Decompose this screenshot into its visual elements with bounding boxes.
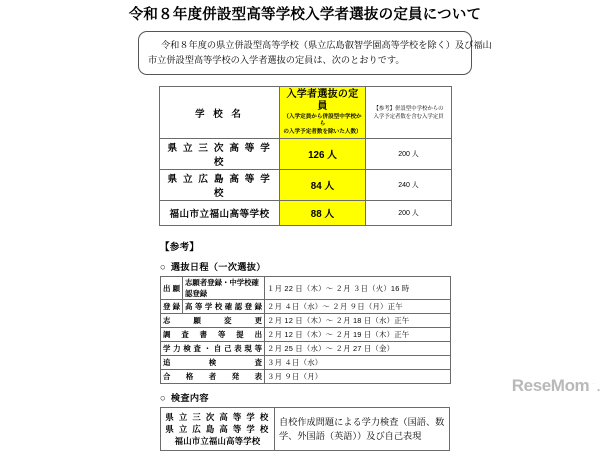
schedule-row-label: 合 格 者 発 表 [161,370,265,384]
schedule-row-date: ２月 25 日（水）～ ２月 27 日（金） [265,342,451,356]
schedule-row-date: １月 22 日（木）～ ２月 ３日（火）16 時 [265,277,451,300]
row-school-name: 福山市立福山高等学校 [160,201,280,226]
reference-heading: 【参考】 [160,242,200,253]
schedule-row-date: ３月 ４日（水） [265,356,451,370]
row-selection-capacity: 84 人 [280,170,366,201]
table-row [161,328,451,342]
intro-line-1: 令和８年度の県立併設型高等学校（県立広島叡智学園高等学校を除く）及び福山 [161,40,492,50]
intro-line-2: 市立併設型高等学校の入学者選抜の定員は、次のとおりです。 [148,55,405,65]
exam-school-1: 県 立 三 次 高 等 学 校 [165,412,270,422]
resemom-watermark [512,376,600,396]
header-selection-capacity-sub-2: の入学予定者数を除いた人数） [283,129,362,135]
exam-description-cell [275,408,450,451]
header-selection-capacity-title: 入学者選抜の定員 [286,89,359,112]
capacity-table-header-row [160,87,452,139]
schedule-heading [160,259,610,273]
header-school-name: 学 校 名 [160,87,280,139]
table-row [161,277,451,300]
table-row [160,201,452,226]
exam-content-table [160,407,450,451]
schedule-heading-label: 選抜日程（一次選抜） [170,262,266,272]
header-selection-capacity [280,87,366,139]
schedule-row-sublabel: 高 等 学 校 確 認 登 録 [183,300,265,314]
row-reference-capacity: 200 人 [366,139,452,170]
table-row [161,356,451,370]
watermark-superscript: ··· [589,380,597,386]
table-row [161,408,450,451]
schedule-row-sublabel: 志願者登録・中学校確認登録 [183,277,265,300]
schedule-row-label: 追 検 査 [161,356,265,370]
table-row [161,342,451,356]
schedule-row-label: 登 録 [161,300,183,314]
schedule-row-label: 調 査 書 等 提 出 [161,328,265,342]
reference-section [0,239,610,451]
capacity-table [159,86,452,226]
capacity-table-wrap [159,86,451,226]
circle-bullet-icon: ○ [160,393,166,403]
table-row [160,170,452,201]
schedule-row-date: ２月 12 日（木）～ ２月 18 日（水）正午 [265,314,451,328]
exam-schools-cell [161,408,275,451]
schedule-row-date: ３月 ９日（月） [265,370,451,384]
circle-bullet-icon: ○ [160,262,166,272]
row-reference-capacity: 240 人 [366,170,452,201]
watermark-text: ReseMom [511,376,590,395]
exam-content-heading-label: 検査内容 [170,393,209,403]
header-selection-capacity-sub-1: （入学定員から併設型中学校から [283,114,362,127]
row-school-name: 県 立 広 島 高 等 学 校 [160,170,280,201]
schedule-row-label: 志 願 変 更 [161,314,265,328]
header-reference-line-1: 【参考】併設型中学校からの [373,105,444,112]
header-reference-capacity [366,87,452,139]
schedule-row-date: ２月 ４日（水）～ ２月 ９日（月）正午 [265,300,451,314]
row-school-name: 県 立 三 次 高 等 学 校 [160,139,280,170]
row-selection-capacity: 88 人 [280,201,366,226]
watermark-dot: . [596,379,600,394]
page-title: 令和８年度併設型高等学校入学者選抜の定員について [128,7,482,23]
exam-description-line-2: 学、外国語（英語））及び自己表現 [279,431,422,441]
table-row [160,139,452,170]
schedule-row-label: 学 力 検 査 ・ 自 己 表 現 等 [161,342,265,356]
exam-school-2: 県 立 広 島 高 等 学 校 [165,424,270,434]
table-row [161,300,451,314]
exam-description-line-1: 自校作成問題による学力検査（国語、数 [279,417,445,427]
intro-box [138,31,492,75]
row-selection-capacity: 126 人 [280,139,366,170]
schedule-row-label: 出 願 [161,277,183,300]
row-reference-capacity: 200 人 [366,201,452,226]
schedule-table [160,276,451,384]
header-reference-line-2: 入学予定者数を含む入学定員 [373,113,444,120]
exam-school-3: 福山市立福山高等学校 [174,436,261,446]
schedule-row-date: ２月 12 日（木）～ ２月 19 日（木）正午 [265,328,451,342]
table-row [161,314,451,328]
table-row [161,370,451,384]
